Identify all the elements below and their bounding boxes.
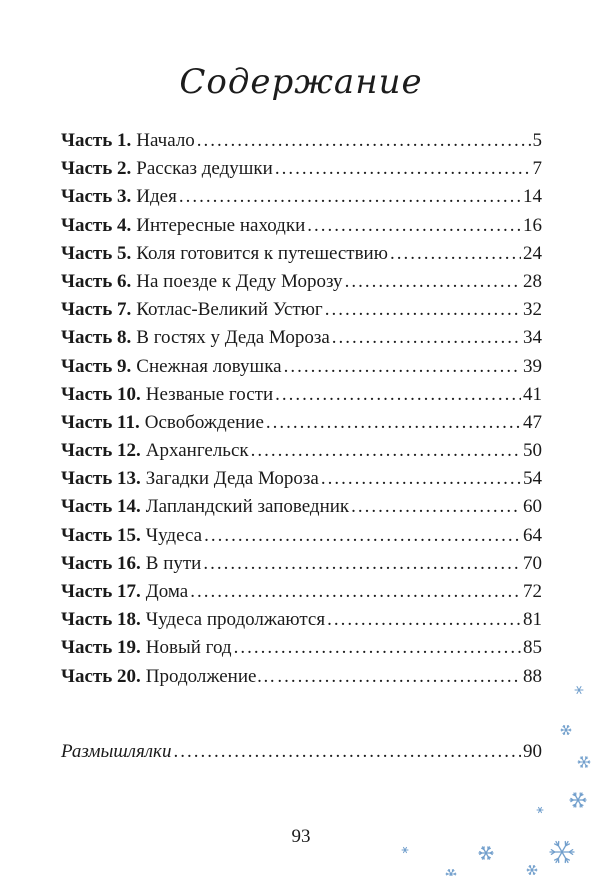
toc-entry-title: Интересные находки	[136, 214, 306, 236]
toc-entry-page: 50	[523, 440, 542, 462]
toc-entry-title: Продолжение…	[145, 665, 276, 687]
dot-leader	[203, 550, 521, 578]
toc-entry	[61, 324, 542, 352]
toc-entry-page: 90	[523, 741, 542, 762]
toc-entry-title: Дома	[145, 581, 189, 602]
toc-entry-part: Часть 3.	[61, 186, 132, 208]
dot-leader	[197, 127, 531, 155]
toc-entry	[61, 183, 542, 211]
toc-entry-part: Часть 20.	[61, 665, 141, 687]
toc-entry	[61, 634, 542, 662]
toc-entry-part: Часть 15.	[61, 524, 141, 546]
toc-entry-title: Начало	[136, 130, 195, 151]
toc-entry-title: Лапландский заповедник	[145, 496, 350, 518]
dot-leader	[351, 493, 521, 521]
toc-entry	[61, 268, 542, 296]
page-number: 93	[291, 826, 311, 847]
toc-entry	[61, 240, 542, 268]
dot-leader	[275, 155, 531, 183]
toc-entry	[61, 381, 542, 409]
dot-leader	[266, 409, 521, 437]
toc-entry-part: Часть 8.	[61, 327, 132, 349]
toc-entry-part: Часть 16.	[61, 552, 141, 574]
dot-leader	[345, 268, 521, 296]
toc-entry-page: 7	[532, 158, 542, 180]
toc-entry-title: Незваные гости	[145, 383, 274, 405]
toc-entry	[61, 465, 542, 493]
toc-entry-part: Часть 10.	[61, 383, 141, 405]
toc-afterword-entry	[61, 738, 542, 766]
toc-entry-page: 47	[523, 411, 542, 433]
toc-entry-page: 24	[523, 242, 542, 264]
toc-entry-page: 5	[532, 130, 542, 151]
dot-leader	[321, 465, 521, 493]
toc-entry	[61, 550, 542, 578]
toc-entry-title: Идея	[136, 186, 177, 208]
toc-entry-title: В гостях у Деда Мороза	[136, 327, 330, 349]
toc-entry-part: Часть 18.	[61, 609, 141, 631]
toc-entry-page: 85	[523, 637, 542, 659]
snowflake-icon	[537, 807, 543, 812]
snowflake-icon	[479, 847, 493, 859]
snowflake-icon	[402, 847, 408, 852]
dot-leader	[204, 522, 521, 550]
dot-leader	[390, 240, 521, 268]
toc-entry-part: Часть 12.	[61, 440, 141, 462]
toc-entry-title: Освобождение	[144, 411, 264, 433]
dot-leader	[332, 324, 521, 352]
dot-leader	[179, 183, 521, 211]
toc-entry-page: 54	[523, 468, 542, 490]
table-of-contents	[61, 127, 542, 691]
dot-leader	[277, 663, 521, 691]
toc-entry-page: 64	[523, 524, 542, 546]
snowflake-icon	[446, 870, 456, 876]
snowflake-icon	[570, 793, 586, 807]
toc-entry-part: Часть 6.	[61, 270, 132, 292]
toc-entry	[61, 606, 542, 634]
toc-entry-title: Рассказ дедушки	[136, 158, 273, 180]
dot-leader	[307, 212, 521, 240]
toc-entry-title: Котлас-Великий Устюг	[136, 299, 323, 321]
toc-entry-page: 70	[523, 552, 542, 574]
toc-entry	[61, 155, 542, 183]
dot-leader	[190, 578, 521, 606]
dot-leader	[327, 606, 521, 634]
toc-entry-page: 41	[523, 383, 542, 405]
toc-entry	[61, 296, 542, 324]
toc-entry-page: 34	[523, 327, 542, 349]
toc-entry-part: Часть 11.	[61, 411, 140, 433]
toc-entry-part: Часть 17.	[61, 581, 141, 602]
toc-entry	[61, 663, 542, 691]
toc-entry-part: Часть 2.	[61, 158, 132, 180]
toc-entry	[61, 522, 542, 550]
toc-entry-page: 60	[523, 496, 542, 518]
dot-leader	[234, 634, 521, 662]
toc-entry-page: 28	[523, 270, 542, 292]
toc-entry-title: Чудеса	[145, 524, 203, 546]
toc-entry-part: Часть 14.	[61, 496, 141, 518]
toc-entry	[61, 493, 542, 521]
toc-entry-title: Размышлялки	[61, 741, 172, 762]
toc-entry-part: Часть 9.	[61, 355, 132, 377]
toc-entry-page: 14	[523, 186, 542, 208]
snowflake-icon	[527, 866, 537, 875]
toc-entry	[61, 212, 542, 240]
toc-entry-page: 81	[523, 609, 542, 631]
toc-entry-part: Часть 5.	[61, 242, 132, 264]
toc-entry-title: Коля готовится к путешествию	[136, 242, 388, 264]
toc-entry-title: Новый год	[145, 637, 232, 659]
dot-leader	[251, 437, 521, 465]
toc-entry	[61, 578, 542, 606]
snowflake-icon	[561, 726, 571, 735]
toc-entry-title: На поезде к Деду Морозу	[136, 270, 343, 292]
toc-entry-page: 32	[523, 299, 542, 321]
toc-entry-title: Чудеса продолжаются	[145, 609, 326, 631]
dot-leader	[325, 296, 521, 324]
dot-leader	[173, 738, 521, 766]
snowflake-icon	[578, 757, 590, 767]
toc-entry-title: Снежная ловушка	[136, 355, 282, 377]
page-title: Содержание	[179, 62, 423, 102]
toc-entry	[61, 409, 542, 437]
toc-entry	[61, 353, 542, 381]
toc-entry	[61, 127, 542, 155]
snowflake-icon	[575, 687, 583, 694]
dot-leader	[275, 381, 521, 409]
toc-entry-page: 39	[523, 355, 542, 377]
toc-entry-title: Загадки Деда Мороза	[145, 468, 319, 490]
toc-entry-part: Часть 4.	[61, 214, 132, 236]
toc-entry-page: 72	[523, 581, 542, 602]
dot-leader	[284, 353, 521, 381]
toc-entry-page: 16	[523, 214, 542, 236]
toc-entry	[61, 437, 542, 465]
toc-entry-part: Часть 19.	[61, 637, 141, 659]
toc-entry-page: 88	[523, 665, 542, 687]
toc-entry-part: Часть 7.	[61, 299, 132, 321]
toc-entry-title: В пути	[145, 552, 202, 574]
toc-entry-title: Архангельск	[145, 440, 249, 462]
toc-entry-part: Часть 1.	[61, 130, 132, 151]
toc-entry-part: Часть 13.	[61, 468, 141, 490]
